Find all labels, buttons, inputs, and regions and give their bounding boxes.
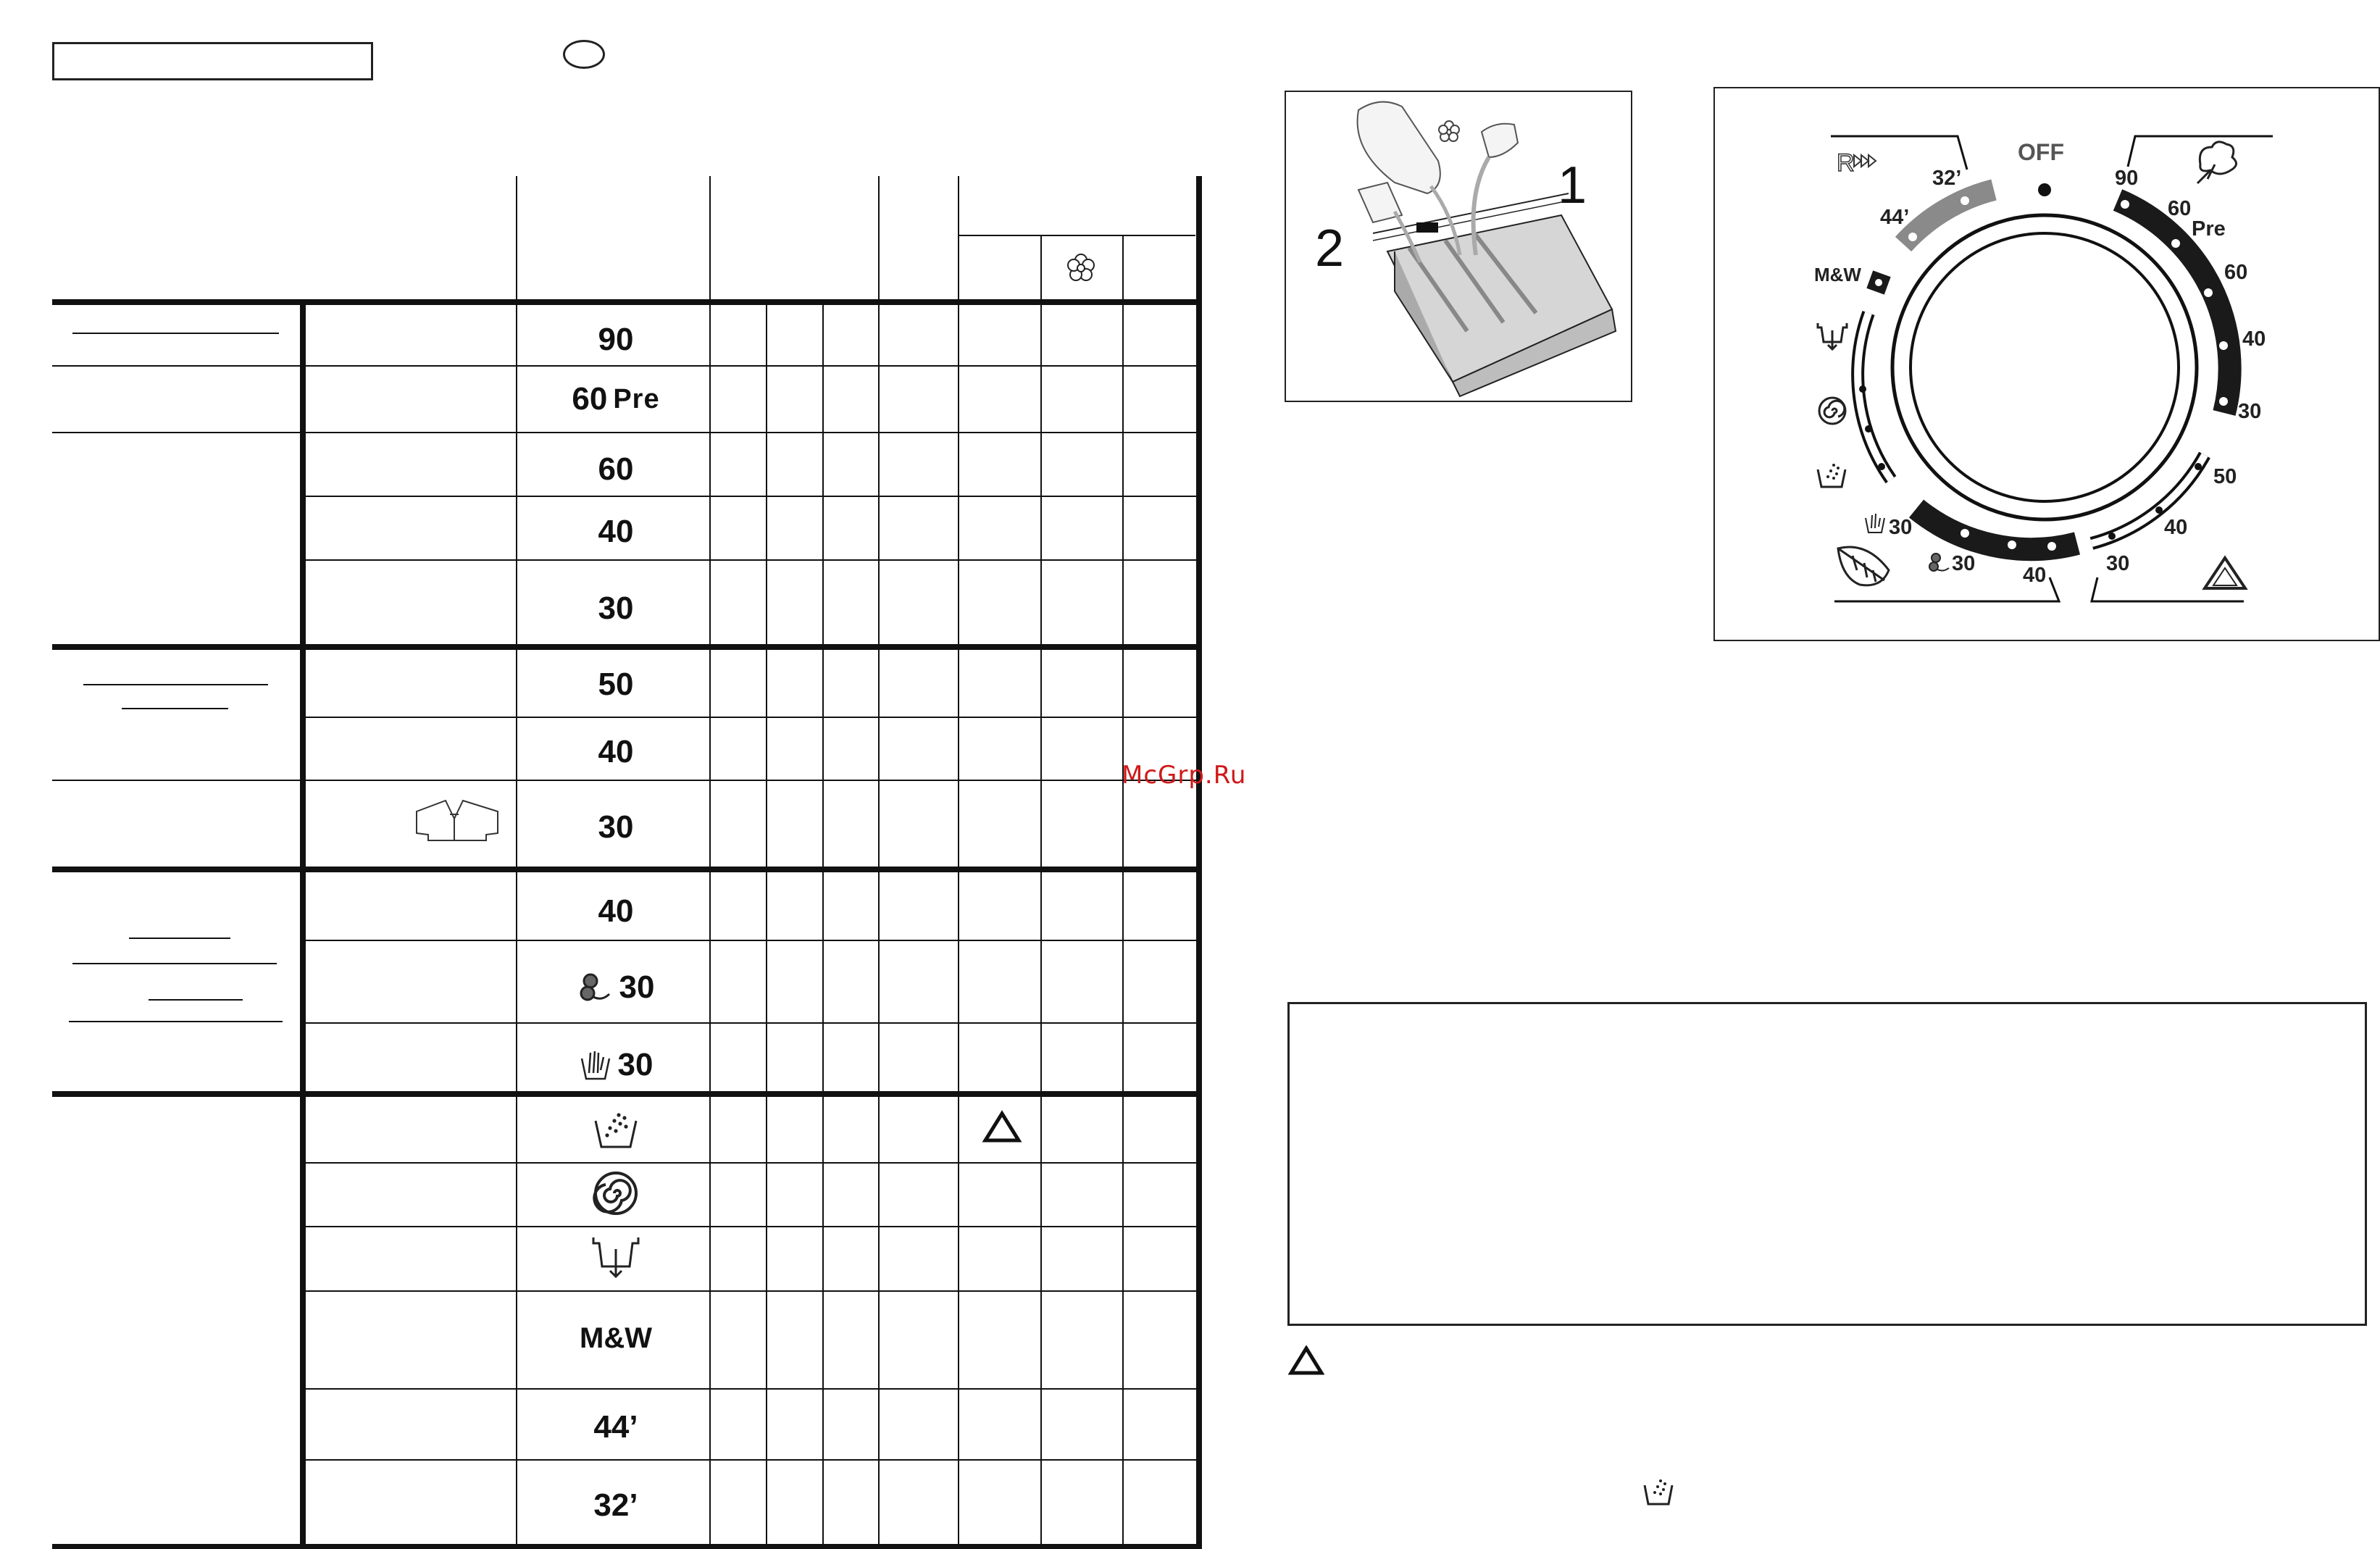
dial-handwash-icon [1866, 514, 1884, 533]
program-50: 50 [598, 667, 634, 702]
cotton-icon [2197, 142, 2237, 183]
dial-off-label: OFF [2018, 139, 2064, 165]
watermark-text: McGrp.Ru [1122, 761, 1247, 790]
program-delicate-40: 40 [598, 893, 634, 929]
dial-label-90: 90 [2115, 167, 2139, 190]
dispenser-label-1: 1 [1558, 156, 1587, 214]
dial-label-pre: Pre [2192, 217, 2226, 241]
dial-drain-icon [1818, 323, 1847, 349]
program-synthetic-30: 30 [598, 809, 634, 845]
quick-wash-icon [1837, 149, 1876, 177]
dial-label-handwash-30: 30 [1889, 516, 1913, 539]
notes-box [1287, 1002, 2367, 1326]
wool-icon [577, 969, 614, 1006]
program-drain [511, 1232, 721, 1282]
dispenser-label-2: 2 [1315, 220, 1345, 277]
dial-label-synthetic-40: 40 [2164, 516, 2188, 539]
dial-rinse-icon [1818, 464, 1845, 487]
program-synthetic-40: 40 [598, 734, 634, 769]
program-spin [511, 1168, 721, 1219]
program-32: 32’ [593, 1487, 638, 1523]
synthetic-triangle-icon [2205, 558, 2245, 588]
program-90: 90 [598, 322, 634, 357]
program-handwash-30: 30 [511, 1043, 721, 1087]
warning-triangle-icon [985, 1114, 1019, 1140]
dial-label-60-pre: 60 [2168, 197, 2192, 220]
program-44: 44’ [593, 1409, 638, 1445]
dial-label-wool-30: 30 [1952, 552, 1976, 575]
drain-icon [590, 1235, 641, 1279]
dial-label-30: 30 [2238, 400, 2262, 423]
program-60-pre: 60 Pre [572, 381, 660, 417]
dial-label-60: 60 [2224, 261, 2248, 284]
dial-knob-outer [1892, 215, 2197, 519]
dial-label-32: 32’ [1932, 167, 1962, 190]
handwash-icon [579, 1048, 612, 1082]
dial-spin-icon [1819, 398, 1845, 424]
dial-label-40: 40 [2242, 327, 2266, 351]
shirt-icon [417, 801, 498, 840]
svg-text:R: R [1837, 149, 1855, 177]
program-60: 60 [598, 451, 634, 487]
program-40: 40 [598, 514, 634, 549]
rinse-icon [593, 1109, 639, 1151]
program-wool-30: 30 [511, 966, 721, 1009]
dial-label-delicate-40: 40 [2023, 564, 2047, 587]
spin-icon [593, 1170, 639, 1216]
dial-wool-icon [1929, 554, 1949, 571]
dial-label-mw: M&W [1814, 264, 1861, 285]
dial-label-50: 50 [2213, 465, 2237, 488]
rinse-small-icon [1643, 1478, 1675, 1507]
program-mw: M&W [580, 1322, 652, 1354]
dial-label-44: 44’ [1880, 206, 1910, 229]
fabric-softener-icon [1068, 254, 1094, 280]
program-dial-panel [1713, 87, 2380, 641]
program-30: 30 [598, 590, 634, 626]
leaf-icon [1838, 547, 1889, 585]
dial-label-synthetic-30: 30 [2106, 552, 2130, 575]
dispenser-illustration [1285, 91, 1632, 402]
program-rinse [511, 1105, 721, 1156]
dial-knob-inner [1911, 233, 2179, 501]
warning-icon [1288, 1345, 1324, 1376]
